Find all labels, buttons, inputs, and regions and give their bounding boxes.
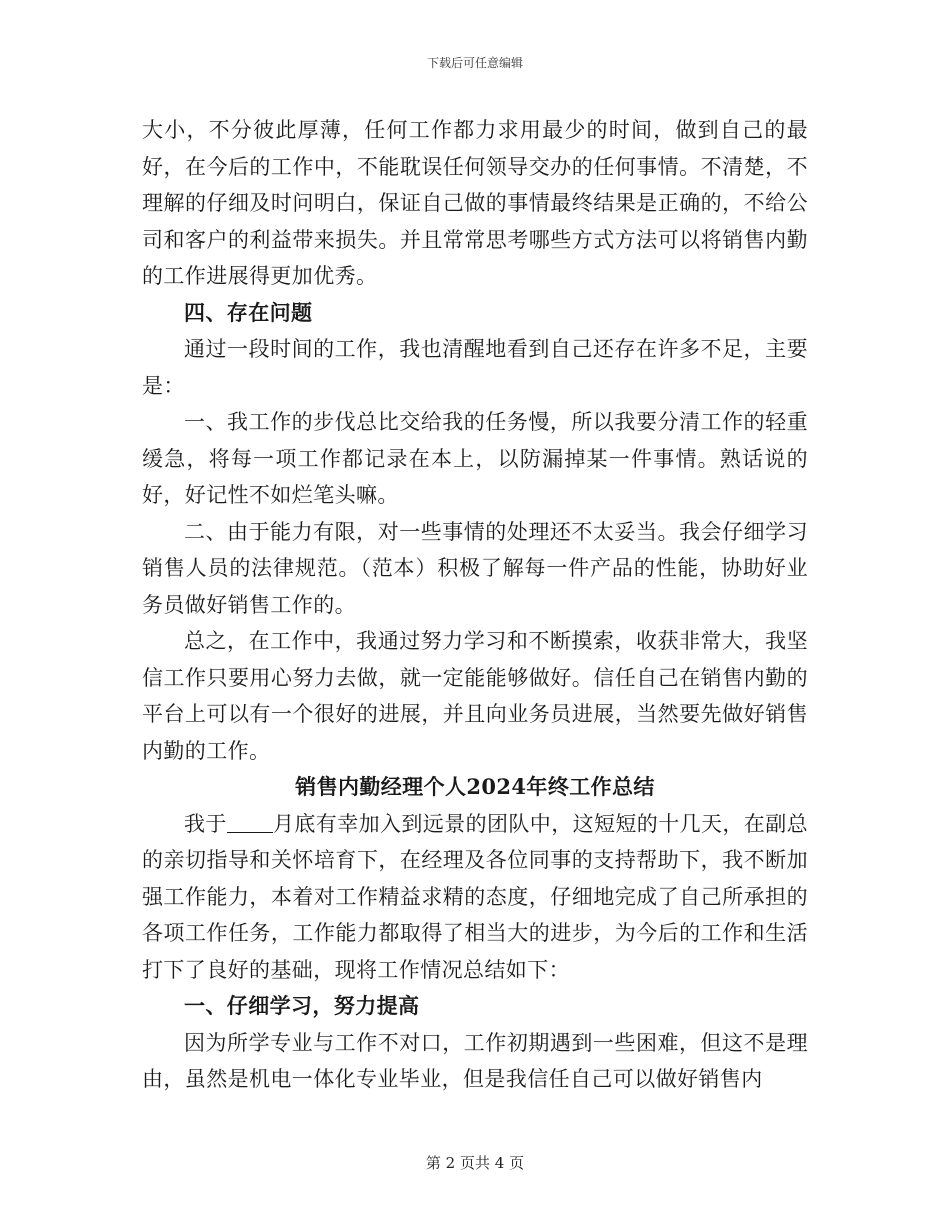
section-heading-problems: 四、存在问题 [184,299,313,325]
document-body [142,112,808,1098]
section-heading-study: 一、仔细学习，努力提高 [184,993,420,1018]
paragraph-problem-one: 一、我工作的步伐总比交给我的任务慢，所以我要分清工作的轻重缓急，将每一项工作都记录在本上，以防漏掉某一件事情。熟话说的好，好记性不如烂笔头嘛。 [142,410,808,507]
paragraph-study: 因为所学专业与工作不对口，工作初期遇到一些困难，但这不是理由，虽然是机电一体化专业毕业，但是我信任自己可以做好销售内 [142,1030,808,1091]
paragraph-conclusion: 总之，在工作中，我通过努力学习和不断摸索，收获非常大，我坚信工作只要用心努力去做，就一定能能够做好。信任自己在销售内勤的平台上可以有一个很好的进展，并且向业务员进展，当然要先做好销售内勤的工作。 [142,629,808,763]
paragraph-continuation: 大小，不分彼此厚薄，任何工作都力求用最少的时间，做到自己的最好，在今后的工作中，不能耽误任何领导交办的任何事情。不清楚，不理解的仔细及时问明白，保证自己做的事情最终结果是正确的，不给公司和客户的利益带来损失。并且常常思考哪些方式方法可以将销售内勤的工作进展得更加优秀。 [142,118,808,288]
paragraph-intro [142,806,808,989]
paragraph-problems-intro: 通过一段时间的工作，我也清醒地看到自己还存在许多不足，主要是： [142,337,808,398]
fill-in-blank [227,811,273,833]
document-title: 销售内勤经理个人2024年终工作总结 [295,774,655,799]
header-note: 下载后可任意编辑 [426,56,523,70]
intro-lead-text: 我于 [184,811,227,836]
page-number: 第 2 页共 4 页 [425,1154,525,1172]
paragraph-problem-two: 二、由于能力有限，对一些事情的处理还不太妥当。我会仔细学习销售人员的法律规范。（范本）积极了解每一件产品的性能，协助好业务员做好销售工作的。 [142,519,808,617]
intro-body-text: 月底有幸加入到远景的团队中，这短短的十几天，在副总的亲切指导和关怀培育下，在经理及各位同事的支持帮助下，我不断加强工作能力，本着对工作精益求精的态度，仔细地完成了自己所承担的各项工作任务，工作能力都取得了相当大的进步，为今后的工作和生活打下了良好的基础，现将工作情况总结如下： [142,811,808,982]
